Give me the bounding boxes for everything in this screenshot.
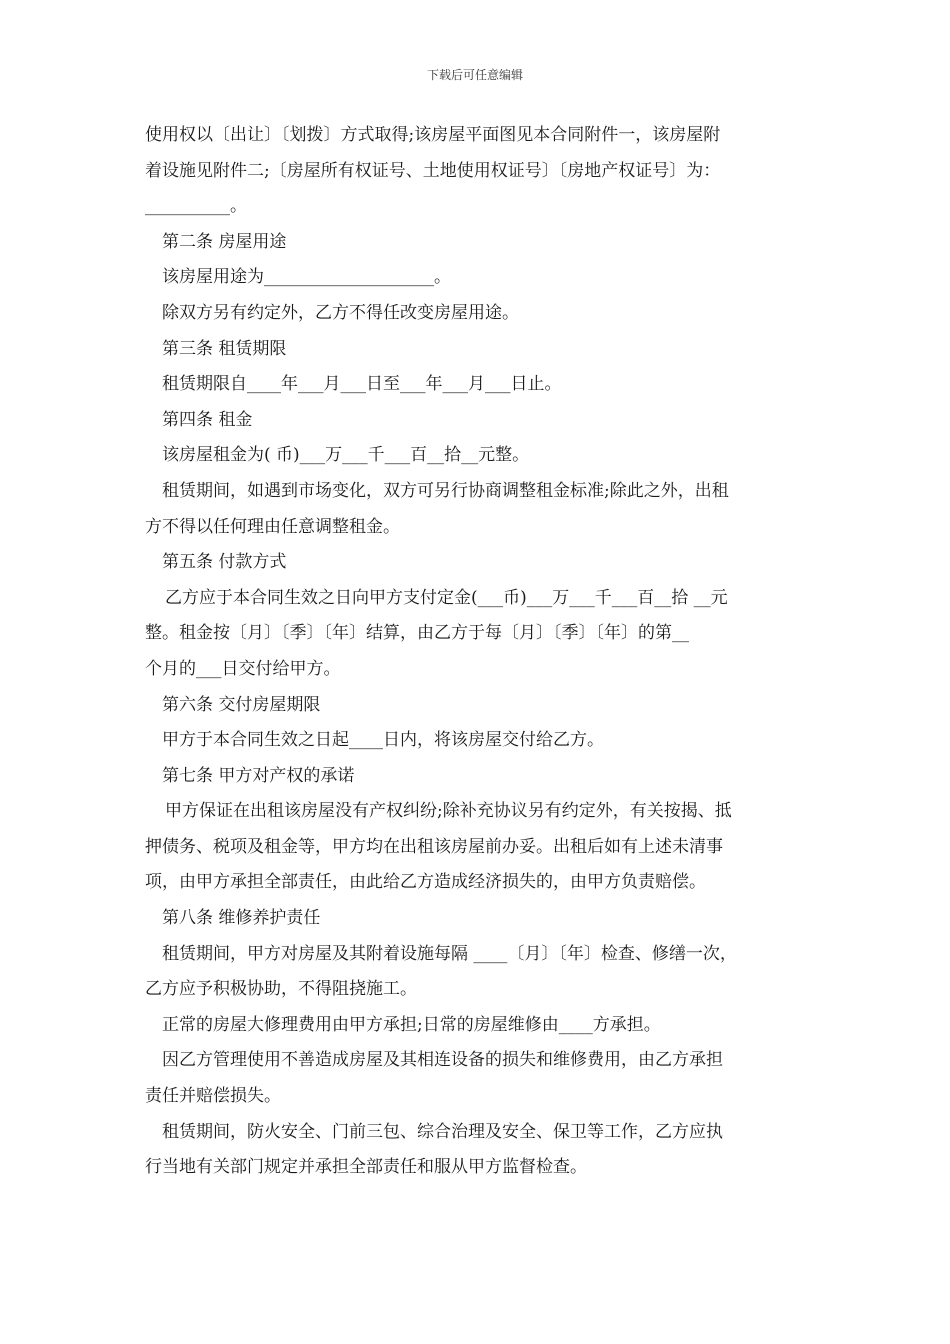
paragraph-line: 甲方保证在出租该房屋没有产权纠纷;除补充协议另有约定外，有关按揭、抵 [165,801,732,822]
page-header: 下载后可任意编辑 [426,68,523,82]
paragraph-line: 使用权以〔出让〕〔划拨〕方式取得;该房屋平面图见本合同附件一，该房屋附 [145,125,721,145]
paragraph-line: 租赁期间，如遇到市场变化，双方可另行协商调整租金标准;除此之外，出租 [162,480,729,501]
paragraph-line: 因乙方管理使用不善造成房屋及其相连设备的损失和维修费用，由乙方承担 [162,1050,723,1071]
paragraph-line: 个月的___日交付给甲方。 [145,658,341,679]
paragraph-line: 整。租金按〔月〕〔季〕〔年〕结算，由乙方于每〔月〕〔季〕〔年〕的第__ [145,623,689,644]
paragraph-line: 项，由甲方承担全部责任，由此给乙方造成经济损失的，由甲方负责赔偿。 [145,872,706,893]
paragraph-line: 甲方于本合同生效之日起____日内，将该房屋交付给乙方。 [162,730,604,751]
paragraph-line: 责任并赔偿损失。 [145,1086,281,1107]
paragraph-line: 该房屋租金为( 币)___万___千___百__拾__元整。 [162,445,530,466]
paragraph-line: 租赁期限自____年___月___日至___年___月___日止。 [162,374,562,395]
paragraph-line: 乙方应于本合同生效之日向甲方支付定金(___币)___万___千___百__拾 __元 [165,587,728,608]
paragraph-line: 租赁期间，防火安全、门前三包、综合治理及安全、保卫等工作，乙方应执 [162,1121,723,1142]
paragraph-line: 除双方另有约定外，乙方不得任改变房屋用途。 [162,302,519,323]
paragraph-line: 方不得以任何理由任意调整租金。 [145,516,400,537]
article-heading: 第三条 租赁期限 [162,338,287,359]
paragraph-line: 着设施见附件二;〔房屋所有权证号、土地使用权证号〕〔房地产权证号〕为： [145,160,721,181]
paragraph-line: __________。 [145,196,247,217]
article-heading: 第四条 租金 [162,409,253,430]
paragraph-line: 行当地有关部门规定并承担全部责任和服从甲方监督检查。 [145,1157,587,1178]
paragraph-line: 租赁期间，甲方对房屋及其附着设施每隔 ____〔月〕〔年〕检查、修缮一次， [162,943,737,964]
paragraph-line: 押债务、税项及租金等，甲方均在出租该房屋前办妥。出租后如有上述未清事 [145,836,723,857]
paragraph-line: 该房屋用途为____________________。 [162,267,451,288]
contract-body [145,118,813,1186]
article-heading: 第二条 房屋用途 [162,231,287,252]
article-heading: 第六条 交付房屋期限 [162,694,321,715]
paragraph-line: 正常的房屋大修理费用由甲方承担;日常的房屋维修由____方承担。 [162,1014,661,1035]
paragraph-line: 乙方应予积极协助，不得阻挠施工。 [145,979,417,1000]
article-heading: 第五条 付款方式 [162,552,287,573]
article-heading: 第八条 维修养护责任 [162,908,321,929]
article-heading: 第七条 甲方对产权的承诺 [162,765,355,786]
